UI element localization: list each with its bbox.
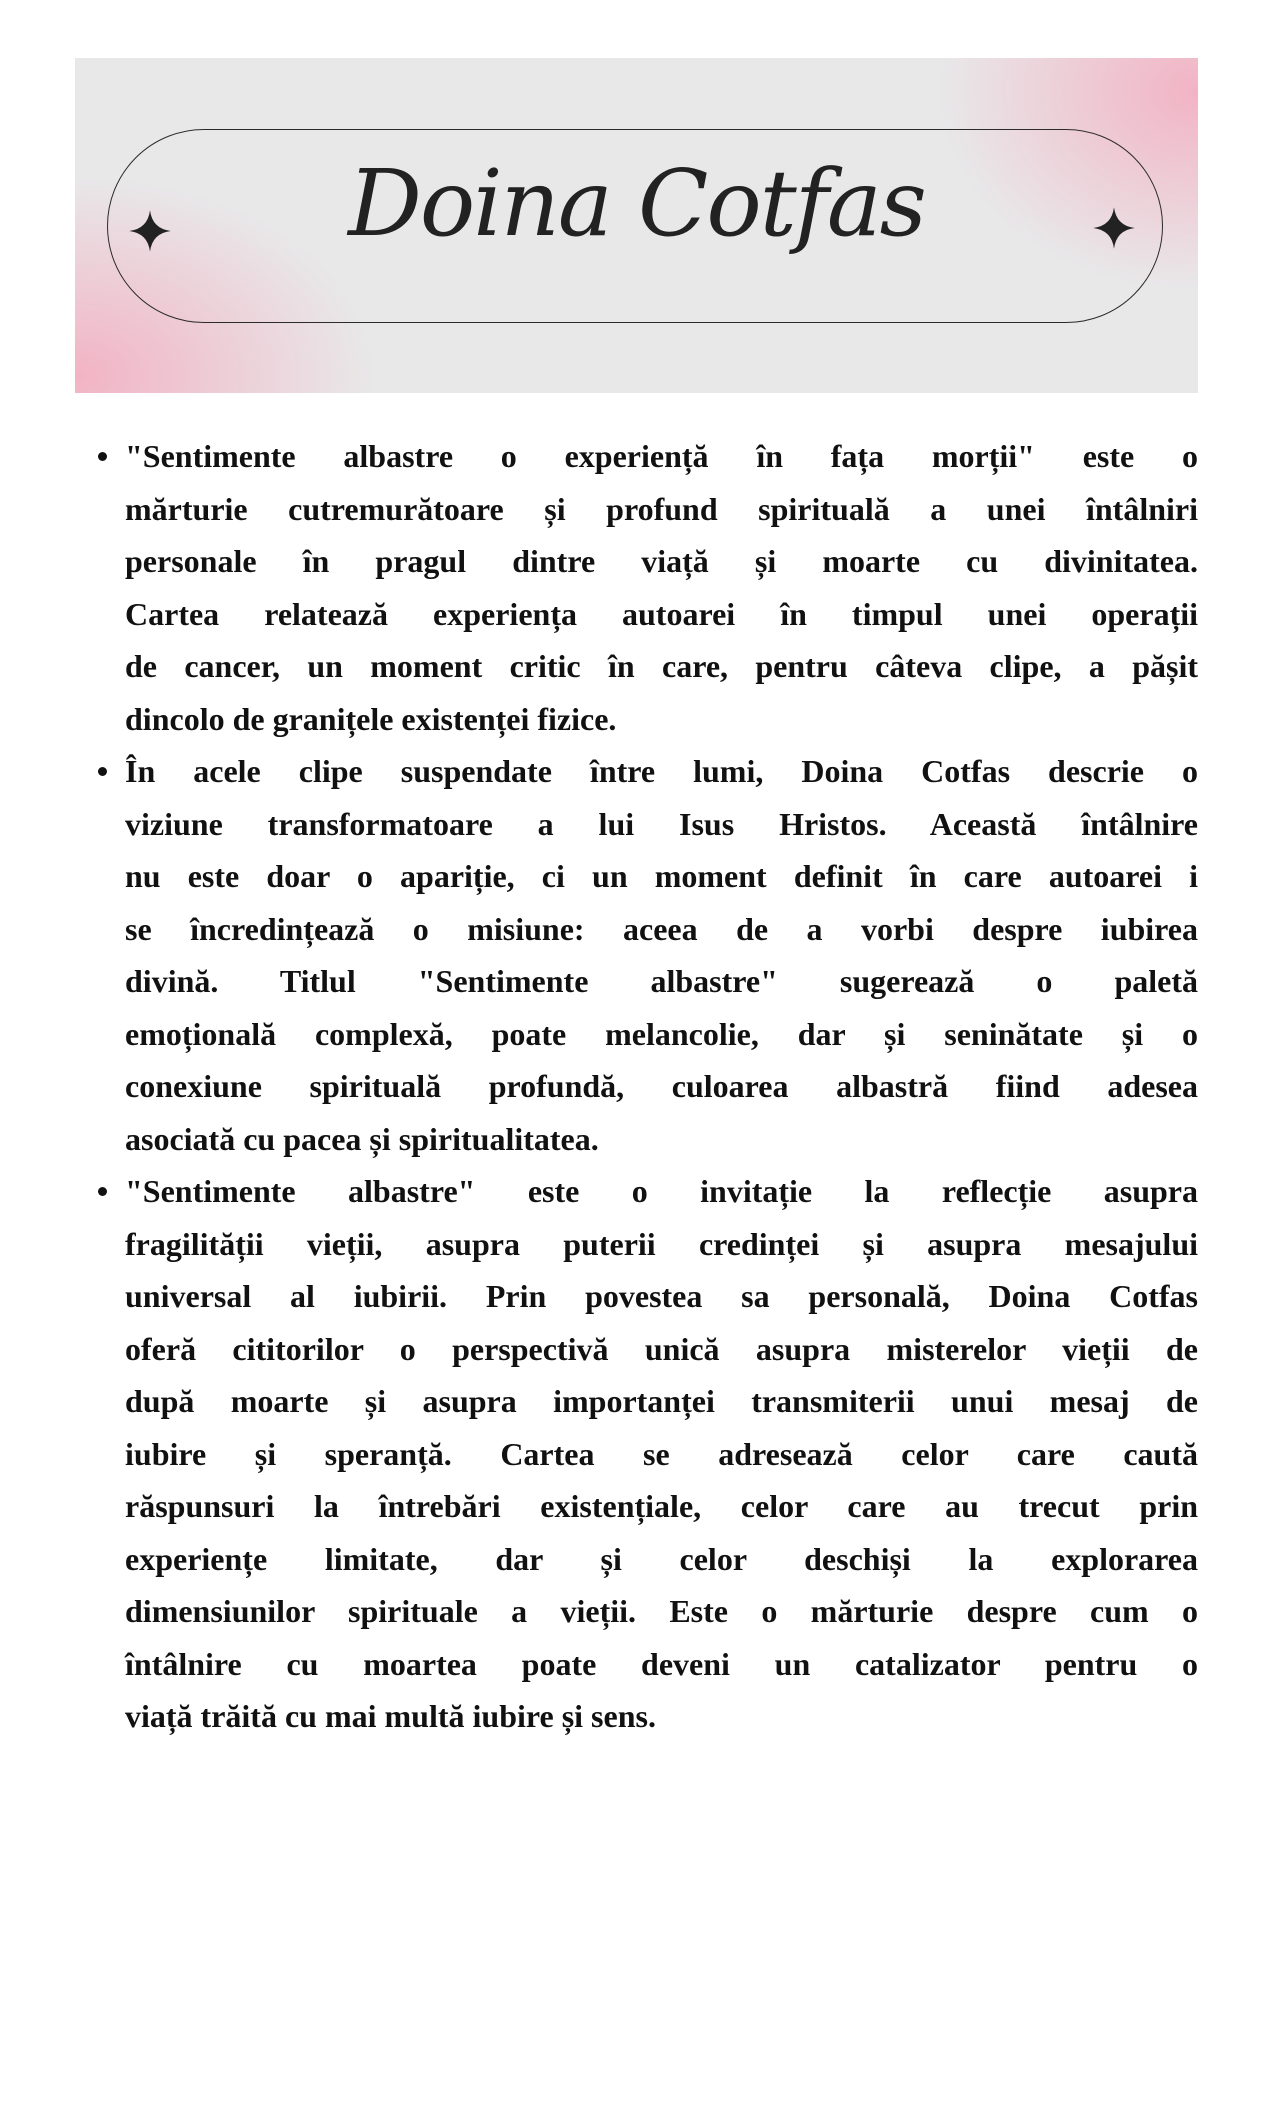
text-line: dimensiunilor spirituale a vieții. Este o mărturie despre cum o [125,1593,1198,1629]
text-line: nu este doar o apariție, ci un moment definit în care autoarei i [125,858,1198,894]
text-line: fragilității vieții, asupra puterii credinței și asupra mesajului [125,1225,1198,1262]
text-line: iubire și speranță. Cartea se adresează celor care caută [125,1435,1198,1472]
list-item [125,430,1198,745]
text-line: "Sentimente albastre o experiență în fața morții" este o [125,438,1198,474]
text-line: În acele clipe suspendate între lumi, Doina Cotfas descrie o [125,753,1198,789]
bullet-list [125,430,1198,1743]
bullet-icon [98,1187,107,1196]
text-line: personale în pragul dintre viață și moarte cu divinitatea. [125,543,1198,579]
list-item [125,745,1198,1165]
page-title: Doina Cotfas [348,150,925,257]
text-line: răspunsuri la întrebări existențiale, celor care au trecut prin [125,1488,1198,1524]
text-line: mărturie cutremurătoare și profund spirituală a unei întâlniri [125,490,1198,527]
text-line: după moarte și asupra importanței transmiterii unui mesaj de [125,1383,1198,1419]
text-line: viziune transformatoare a lui Isus Hristos. Această întâlnire [125,805,1198,842]
text-line: de cancer, un moment critic în care, pentru câteva clipe, a pășit [125,648,1198,684]
text-line: viață trăită cu mai multă iubire și sens. [125,1698,656,1734]
text-line: divină. Titlul "Sentimente albastre" sugerează o paletă [125,963,1198,999]
text-line: conexiune spirituală profundă, culoarea albastră fiind adesea [125,1068,1198,1104]
text-line: emoțională complexă, poate melancolie, dar și seninătate și o [125,1015,1198,1052]
text-line: "Sentimente albastre" este o invitație la reflecție asupra [125,1173,1198,1209]
text-line: întâlnire cu moartea poate deveni un catalizator pentru o [125,1645,1198,1682]
text-line: Cartea relatează experiența autoarei în timpul unei operații [125,595,1198,632]
text-line: dincolo de granițele existenței fizice. [125,700,617,737]
text-line: asociată cu pacea și spiritualitatea. [125,1120,599,1157]
text-line: se încredințează o misiune: aceea de a vorbi despre iubirea [125,910,1198,947]
title-banner [75,58,1198,393]
text-line: oferă cititorilor o perspectivă unică asupra misterelor vieții de [125,1330,1198,1367]
list-item [125,1165,1198,1743]
bullet-icon [98,767,107,776]
text-line: experiențe limitate, dar și celor deschiși la explorarea [125,1540,1198,1577]
bullet-icon [98,452,107,461]
text-line: universal al iubirii. Prin povestea sa personală, Doina Cotfas [125,1278,1198,1314]
